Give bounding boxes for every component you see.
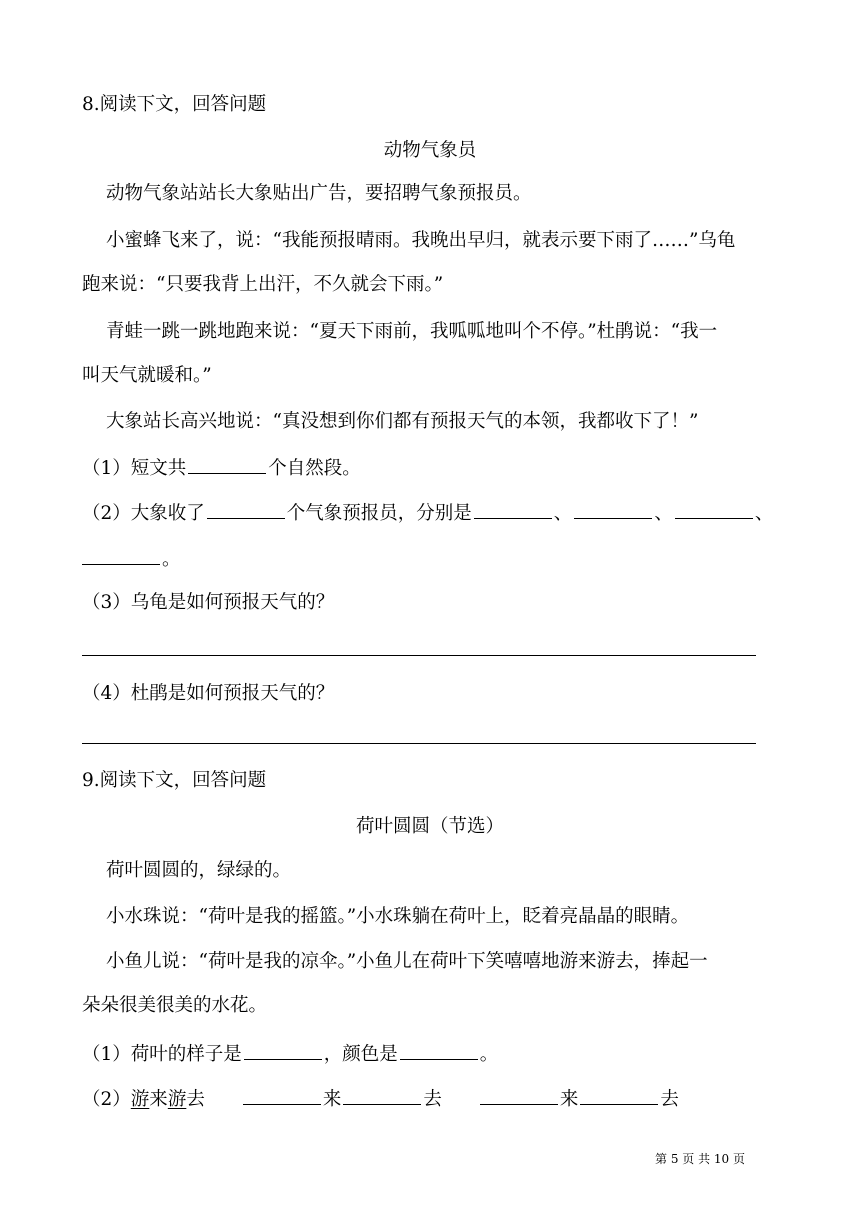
answer-blank[interactable] <box>207 500 285 519</box>
separator: 、 <box>754 503 774 524</box>
answer-line[interactable] <box>82 743 756 744</box>
q9-subquestion-1 <box>82 1041 498 1067</box>
q9-paragraph-3-line-2: 朵朵很美很美的水花。 <box>82 995 268 1016</box>
q9-s2-word-2: 来 <box>149 1089 168 1110</box>
q8-s2-prefix: （2）大象收了 <box>82 503 205 524</box>
q8-s2-middle: 个气象预报员，分别是 <box>286 503 472 524</box>
q9-s2-prefix: （2） <box>82 1089 131 1110</box>
q9-lai: 来 <box>559 1089 579 1110</box>
q8-s1-prefix: （1）短文共 <box>82 458 187 479</box>
q9-qu: 去 <box>423 1089 442 1110</box>
q9-paragraph-1: 荷叶圆圆的，绿绿的。 <box>106 860 292 881</box>
answer-blank[interactable] <box>400 1041 478 1060</box>
q9-header: 9.阅读下文，回答问题 <box>82 770 267 791</box>
answer-blank[interactable] <box>244 1041 322 1060</box>
q9-paragraph-3-line-1: 小鱼儿说：“荷叶是我的凉伞。”小鱼儿在荷叶下笑嘻嘻地游来游去，捧起一 <box>106 951 708 972</box>
q8-s1-suffix: 个自然段。 <box>268 458 361 479</box>
q9-subquestion-2 <box>82 1086 679 1112</box>
q8-s2-end: 。 <box>162 549 181 570</box>
q9-paragraph-2: 小水珠说：“荷叶是我的摇篮。”小水珠躺在荷叶上，眨着亮晶晶的眼睛。 <box>106 906 690 927</box>
q8-paragraph-2-line-1: 小蜜蜂飞来了，说：“我能预报晴雨。我晚出早归，就表示要下雨了……”乌龟 <box>106 230 736 251</box>
q8-paragraph-2-line-2: 跑来说：“只要我背上出汗，不久就会下雨。” <box>82 274 444 295</box>
q9-qu: 去 <box>660 1089 679 1110</box>
q8-passage-title: 动物气象员 <box>383 140 477 161</box>
q8-subquestion-2 <box>82 500 773 526</box>
q9-s1-middle: ，颜色是 <box>323 1044 398 1065</box>
answer-blank[interactable] <box>243 1086 321 1105</box>
q8-subquestion-3: （3）乌龟是如何预报天气的？ <box>82 592 335 613</box>
answer-blank[interactable] <box>474 500 552 519</box>
q8-paragraph-4: 大象站长高兴地说：“真没想到你们都有预报天气的本领，我都收下了！” <box>106 411 699 432</box>
page-footer: 第 5 页 共 10 页 <box>655 1152 745 1166</box>
q9-s1-prefix: （1）荷叶的样子是 <box>82 1044 242 1065</box>
q9-s2-word-4: 去 <box>186 1089 205 1110</box>
q8-subquestion-4: （4）杜鹃是如何预报天气的？ <box>82 683 335 704</box>
answer-blank[interactable] <box>580 1086 658 1105</box>
answer-line[interactable] <box>82 655 756 656</box>
q8-subquestion-2-cont <box>82 546 181 572</box>
q8-subquestion-1 <box>82 455 361 481</box>
q8-paragraph-3-line-2: 叫天气就暖和。” <box>82 365 212 386</box>
answer-blank[interactable] <box>574 500 652 519</box>
answer-blank[interactable] <box>675 500 753 519</box>
separator: 、 <box>654 503 673 524</box>
answer-blank[interactable] <box>343 1086 421 1105</box>
answer-blank[interactable] <box>188 455 266 474</box>
q8-paragraph-3-line-1: 青蛙一跳一跳地跑来说：“夏天下雨前，我呱呱地叫个不停。”杜鹃说：“我一 <box>106 321 718 342</box>
answer-blank[interactable] <box>82 546 160 565</box>
q9-lai: 来 <box>322 1089 342 1110</box>
q9-passage-title: 荷叶圆圆（节选） <box>355 816 504 837</box>
answer-blank[interactable] <box>480 1086 558 1105</box>
separator: 、 <box>553 503 573 524</box>
q8-header: 8.阅读下文，回答问题 <box>82 94 267 115</box>
q9-s2-word-3: 游 <box>167 1089 187 1110</box>
q9-s1-end: 。 <box>479 1044 499 1065</box>
q9-s2-word-1: 游 <box>130 1089 150 1110</box>
q8-paragraph-1: 动物气象站站长大象贴出广告，要招聘气象预报员。 <box>106 183 532 204</box>
